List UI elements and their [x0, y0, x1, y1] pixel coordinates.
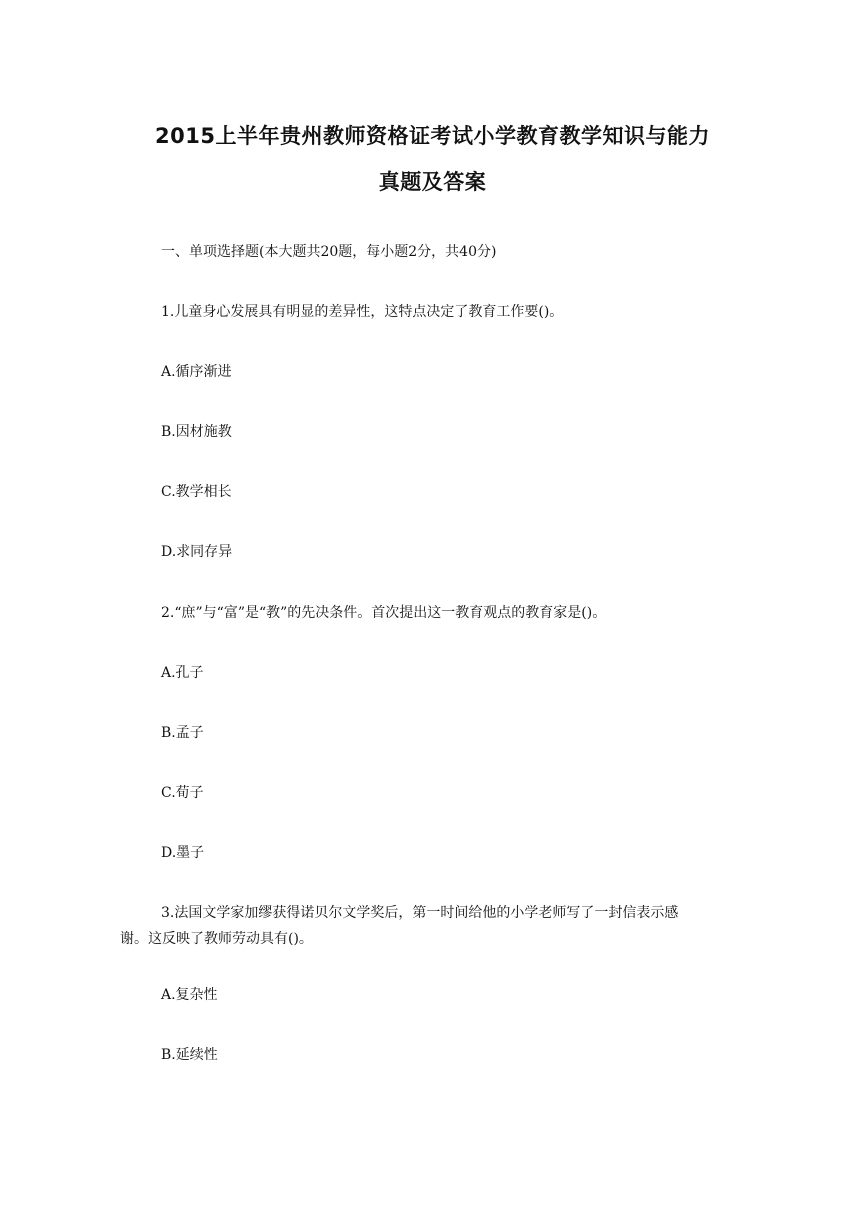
question-2-option-d: D.墨子: [161, 845, 205, 861]
question-1-option-d: D.求同存异: [161, 544, 233, 560]
question-1-stem: 1.儿童身心发展具有明显的差异性，这特点决定了教育工作要()。: [161, 304, 564, 320]
question-3-stem-line-1: 3.法国文学家加缪获得诺贝尔文学奖后，第一时间给他的小学老师写了一封信表示感: [161, 905, 679, 921]
question-2-option-b: B.孟子: [161, 725, 204, 741]
question-2-option-a: A.孔子: [161, 665, 204, 681]
question-2-stem: 2.“庶”与“富”是“教”的先决条件。首次提出这一教育观点的教育家是()。: [161, 605, 607, 621]
question-1-option-c: C.教学相长: [161, 484, 232, 500]
question-1-option-a: A.循序渐进: [161, 364, 232, 380]
question-2-option-c: C.荀子: [161, 785, 204, 801]
question-3-option-b: B.延续性: [161, 1047, 218, 1063]
question-1-option-b: B.因材施教: [161, 424, 232, 440]
document-title-line-1: 2015上半年贵州教师资格证考试小学教育教学知识与能力: [155, 124, 710, 148]
question-3-stem-line-2: 谢。这反映了教师劳动具有()。: [120, 931, 313, 947]
question-3-option-a: A.复杂性: [161, 987, 218, 1003]
document-title-line-2: 真题及答案: [378, 170, 487, 194]
section-heading: 一、单项选择题(本大题共20题，每小题2分，共40分): [161, 244, 497, 260]
